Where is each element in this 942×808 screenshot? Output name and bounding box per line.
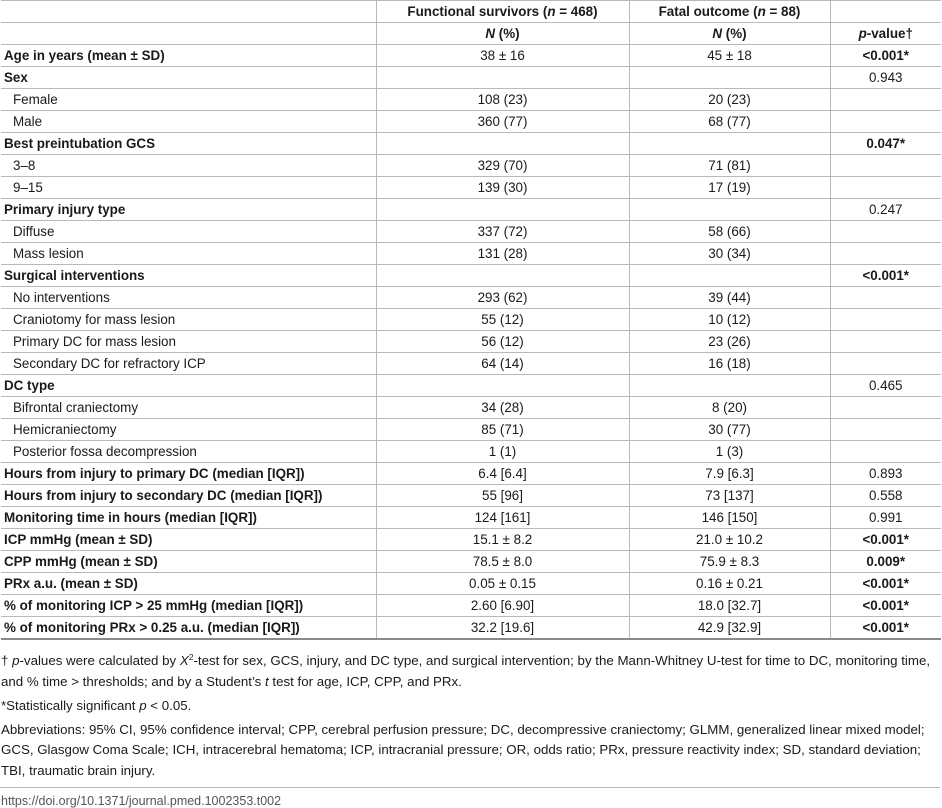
row-label: ICP mmHg (mean ± SD) <box>1 529 376 551</box>
cell-functional-survivors: 2.60 [6.90] <box>376 595 629 617</box>
cell-p-value: <0.001* <box>830 45 941 67</box>
cell-functional-survivors: 360 (77) <box>376 111 629 133</box>
row-label: PRx a.u. (mean ± SD) <box>1 573 376 595</box>
cell-fatal-outcome: 7.9 [6.3] <box>629 463 830 485</box>
table-row <box>1 463 941 485</box>
cell-functional-survivors <box>376 265 629 287</box>
cell-p-value <box>830 89 941 111</box>
table-row <box>1 595 941 617</box>
cell-functional-survivors: 337 (72) <box>376 221 629 243</box>
cell-p-value <box>830 287 941 309</box>
cell-functional-survivors: 108 (23) <box>376 89 629 111</box>
cell-functional-survivors <box>376 375 629 397</box>
cell-functional-survivors: 6.4 [6.4] <box>376 463 629 485</box>
cell-fatal-outcome <box>629 265 830 287</box>
cell-functional-survivors: 38 ± 16 <box>376 45 629 67</box>
row-label: Hours from injury to primary DC (median [IQR]) <box>1 463 376 485</box>
row-label: Monitoring time in hours (median [IQR]) <box>1 507 376 529</box>
row-label: Sex <box>1 67 376 89</box>
cell-functional-survivors: 293 (62) <box>376 287 629 309</box>
table-row <box>1 265 941 287</box>
table-row <box>1 617 941 640</box>
cell-functional-survivors: 0.05 ± 0.15 <box>376 573 629 595</box>
cell-p-value <box>830 111 941 133</box>
header-n-percent-fatal: N (%) <box>629 23 830 45</box>
table-row <box>1 221 941 243</box>
cell-fatal-outcome: 146 [150] <box>629 507 830 529</box>
table-row <box>1 551 941 573</box>
header-empty-cell <box>1 23 376 45</box>
cell-fatal-outcome: 75.9 ± 8.3 <box>629 551 830 573</box>
table-row <box>1 375 941 397</box>
cell-p-value <box>830 177 941 199</box>
cell-p-value <box>830 331 941 353</box>
row-label: Mass lesion <box>1 243 376 265</box>
cell-functional-survivors: 34 (28) <box>376 397 629 419</box>
table-row <box>1 331 941 353</box>
cell-fatal-outcome: 71 (81) <box>629 155 830 177</box>
cell-p-value <box>830 221 941 243</box>
cell-functional-survivors: 1 (1) <box>376 441 629 463</box>
row-label: Craniotomy for mass lesion <box>1 309 376 331</box>
cell-fatal-outcome: 73 [137] <box>629 485 830 507</box>
cell-p-value: 0.009* <box>830 551 941 573</box>
table-row <box>1 573 941 595</box>
row-label: Primary DC for mass lesion <box>1 331 376 353</box>
table-row <box>1 67 941 89</box>
cell-p-value: 0.465 <box>830 375 941 397</box>
row-label: DC type <box>1 375 376 397</box>
footnote-statistical-tests: † p-values were calculated by $X^2$-test for sex, GCS, injury, and DC type, and surgical intervention; by the Mann-Whitney U-test for time to DC, monitoring time, and % time > thresholds; and by a Student’s t test for age, ICP, CPP, and PRx. <box>1 652 931 689</box>
cell-p-value: <0.001* <box>830 617 941 640</box>
table-row <box>1 111 941 133</box>
table-row <box>1 133 941 155</box>
cell-p-value: 0.943 <box>830 67 941 89</box>
cell-fatal-outcome: 58 (66) <box>629 221 830 243</box>
table-body <box>1 45 941 640</box>
cell-fatal-outcome: 30 (34) <box>629 243 830 265</box>
cell-p-value: 0.047* <box>830 133 941 155</box>
table-row <box>1 287 941 309</box>
table-row <box>1 397 941 419</box>
cell-fatal-outcome: 8 (20) <box>629 397 830 419</box>
table-row <box>1 45 941 67</box>
row-label: Male <box>1 111 376 133</box>
cell-fatal-outcome: 45 ± 18 <box>629 45 830 67</box>
doi-link[interactable]: https://doi.org/10.1371/journal.pmed.1002353.t002 <box>1 794 282 808</box>
table-row <box>1 177 941 199</box>
row-label: 9–15 <box>1 177 376 199</box>
cell-functional-survivors: 64 (14) <box>376 353 629 375</box>
cell-fatal-outcome: 16 (18) <box>629 353 830 375</box>
header-row-groups <box>1 1 941 23</box>
row-label: CPP mmHg (mean ± SD) <box>1 551 376 573</box>
cell-p-value: 0.991 <box>830 507 941 529</box>
cell-fatal-outcome: 18.0 [32.7] <box>629 595 830 617</box>
cell-p-value <box>830 441 941 463</box>
header-empty-p-cell <box>830 1 941 23</box>
cell-p-value <box>830 309 941 331</box>
row-label: 3–8 <box>1 155 376 177</box>
header-fatal-outcome: Fatal outcome (n = 88) <box>629 1 830 23</box>
table-row <box>1 485 941 507</box>
header-functional-survivors: Functional survivors (n = 468) <box>376 1 629 23</box>
row-label: Diffuse <box>1 221 376 243</box>
cell-functional-survivors: 85 (71) <box>376 419 629 441</box>
cell-functional-survivors: 78.5 ± 8.0 <box>376 551 629 573</box>
cell-fatal-outcome <box>629 199 830 221</box>
cell-p-value: 0.893 <box>830 463 941 485</box>
cell-functional-survivors: 55 [96] <box>376 485 629 507</box>
footnote-significance: *Statistically significant p < 0.05. <box>1 697 192 713</box>
row-label: Surgical interventions <box>1 265 376 287</box>
cell-functional-survivors: 131 (28) <box>376 243 629 265</box>
cell-functional-survivors <box>376 133 629 155</box>
row-label: Hours from injury to secondary DC (median [IQR]) <box>1 485 376 507</box>
cell-fatal-outcome <box>629 67 830 89</box>
table-row <box>1 309 941 331</box>
cell-fatal-outcome: 20 (23) <box>629 89 830 111</box>
table-row <box>1 529 941 551</box>
cell-functional-survivors: 55 (12) <box>376 309 629 331</box>
table-row <box>1 353 941 375</box>
cell-fatal-outcome: 0.16 ± 0.21 <box>629 573 830 595</box>
footnote-abbreviations: Abbreviations: 95% CI, 95% confidence interval; CPP, cerebral perfusion pressure; DC, decompressive craniectomy; GLMM, generalized linear mixed model; GCS, Glasgow Coma Scale; ICH, intracerebral hematoma; ICP, intracranial pressure; OR, odds ratio; PRx, pressure reactivity index; SD, standard deviation; TBI, traumatic brain injury. <box>1 721 925 778</box>
row-label: Posterior fossa decompression <box>1 441 376 463</box>
cell-fatal-outcome <box>629 375 830 397</box>
cell-fatal-outcome: 39 (44) <box>629 287 830 309</box>
row-label: % of monitoring PRx > 0.25 a.u. (median [IQR]) <box>1 617 376 640</box>
cell-fatal-outcome: 30 (77) <box>629 419 830 441</box>
cell-functional-survivors: 15.1 ± 8.2 <box>376 529 629 551</box>
cell-fatal-outcome <box>629 133 830 155</box>
table-row <box>1 199 941 221</box>
cell-fatal-outcome: 21.0 ± 10.2 <box>629 529 830 551</box>
cell-fatal-outcome: 10 (12) <box>629 309 830 331</box>
cell-functional-survivors: 139 (30) <box>376 177 629 199</box>
cell-functional-survivors: 32.2 [19.6] <box>376 617 629 640</box>
row-label: No interventions <box>1 287 376 309</box>
cell-p-value <box>830 243 941 265</box>
cell-fatal-outcome: 42.9 [32.9] <box>629 617 830 640</box>
cell-p-value: <0.001* <box>830 573 941 595</box>
table-row <box>1 89 941 111</box>
cell-fatal-outcome: 1 (3) <box>629 441 830 463</box>
table-row <box>1 507 941 529</box>
cell-functional-survivors: 329 (70) <box>376 155 629 177</box>
cell-p-value <box>830 397 941 419</box>
row-label: Bifrontal craniectomy <box>1 397 376 419</box>
table-row <box>1 419 941 441</box>
cell-p-value: <0.001* <box>830 265 941 287</box>
table-row <box>1 155 941 177</box>
header-empty-cell <box>1 1 376 23</box>
cell-fatal-outcome: 68 (77) <box>629 111 830 133</box>
cell-p-value: 0.247 <box>830 199 941 221</box>
header-p-value: p-value† <box>830 23 941 45</box>
cell-p-value <box>830 155 941 177</box>
cell-functional-survivors: 56 (12) <box>376 331 629 353</box>
cell-p-value: <0.001* <box>830 595 941 617</box>
table-row <box>1 243 941 265</box>
row-label: % of monitoring ICP > 25 mmHg (median [IQR]) <box>1 595 376 617</box>
table-header <box>1 1 941 45</box>
cell-fatal-outcome: 17 (19) <box>629 177 830 199</box>
header-row-units <box>1 23 941 45</box>
header-n-percent-survivors: N (%) <box>376 23 629 45</box>
cell-functional-survivors <box>376 67 629 89</box>
cell-p-value <box>830 419 941 441</box>
row-label: Age in years (mean ± SD) <box>1 45 376 67</box>
row-label: Primary injury type <box>1 199 376 221</box>
row-label: Female <box>1 89 376 111</box>
row-label: Secondary DC for refractory ICP <box>1 353 376 375</box>
table-row <box>1 441 941 463</box>
row-label: Best preintubation GCS <box>1 133 376 155</box>
cell-p-value: 0.558 <box>830 485 941 507</box>
cell-p-value <box>830 353 941 375</box>
cell-p-value: <0.001* <box>830 529 941 551</box>
cell-functional-survivors <box>376 199 629 221</box>
results-table <box>1 0 941 640</box>
table-footnotes <box>0 651 938 781</box>
cell-fatal-outcome: 23 (26) <box>629 331 830 353</box>
row-label: Hemicraniectomy <box>1 419 376 441</box>
cell-functional-survivors: 124 [161] <box>376 507 629 529</box>
